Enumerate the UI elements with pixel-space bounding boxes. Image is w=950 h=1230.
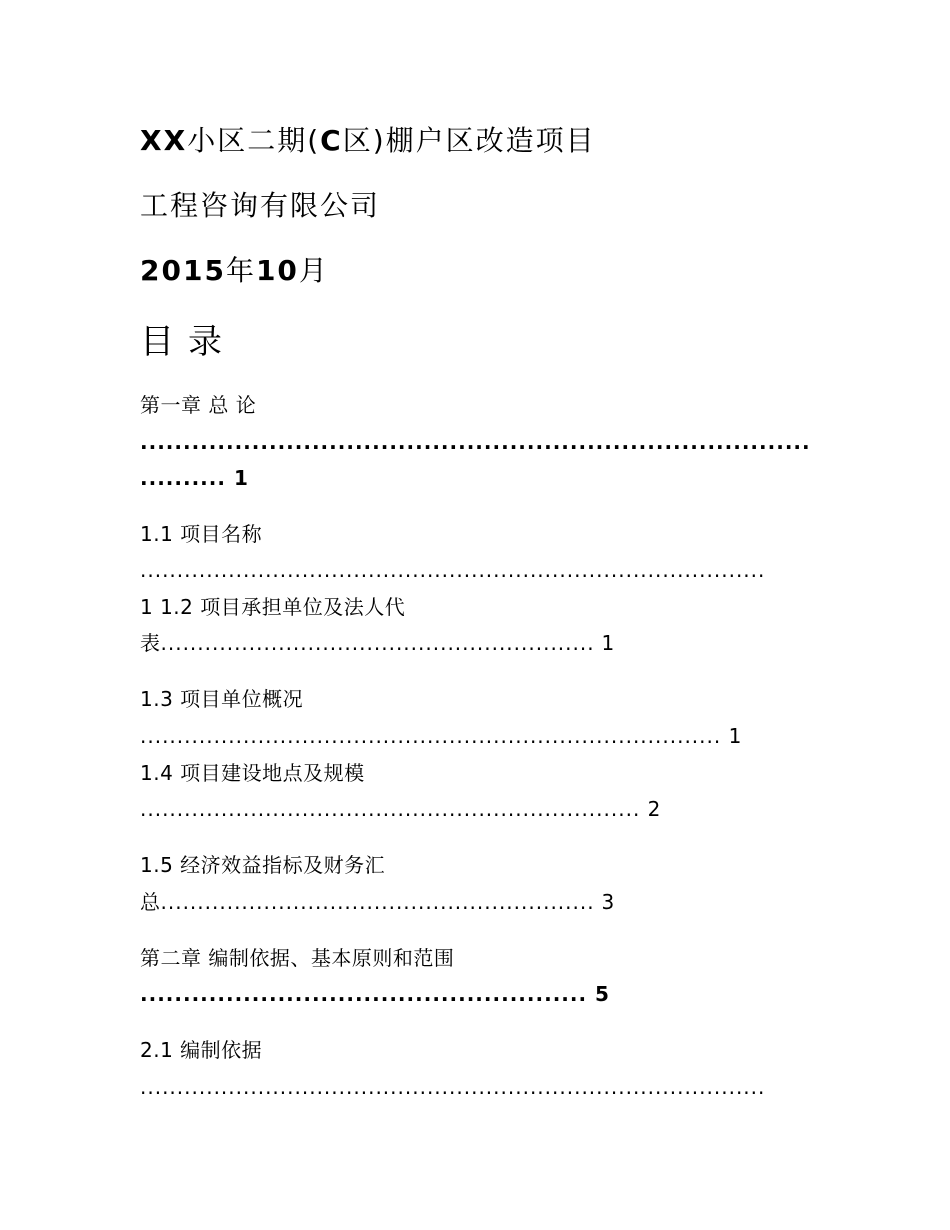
toc-leader-dots: ........................................................... xyxy=(160,890,595,914)
toc-page-number: 1 xyxy=(728,724,743,748)
toc-heading: 目录 xyxy=(140,322,236,362)
toc-leader-line xyxy=(140,726,742,746)
toc-entry-1-1: 1.1 项目名称 xyxy=(140,522,263,546)
toc-leader-line xyxy=(140,984,610,1004)
toc-page-number: 3 xyxy=(601,890,615,914)
toc-leader-dots: ..................................................................................... xyxy=(140,558,766,582)
toc-leader-line xyxy=(140,799,661,819)
toc-entry-chapter-2: 第二章 编制依据、基本原则和范围 xyxy=(140,946,455,970)
toc-entry-chapter-1: 第一章 总 论 xyxy=(140,393,257,417)
toc-page-number: 5 xyxy=(595,982,610,1006)
project-title xyxy=(140,124,596,157)
toc-entry-1-2: 1 1.2 项目承担单位及法人代 xyxy=(140,595,406,619)
toc-entry-1-4: 1.4 项目建设地点及规模 xyxy=(140,761,365,785)
title-part: 小区二期( xyxy=(187,124,321,157)
toc-page-number: 1 xyxy=(601,631,615,655)
date-month-char: 月 xyxy=(298,254,329,287)
toc-leader-dots: .................................................... xyxy=(140,982,588,1006)
toc-entry-1-3: 1.3 项目单位概况 xyxy=(140,687,304,711)
toc-leader-line xyxy=(140,633,615,653)
company-name: 工程咨询有限公司 xyxy=(140,189,381,222)
title-part: 区)棚户区改造项目 xyxy=(342,124,596,157)
toc-entry-continuation: 总 xyxy=(140,890,161,914)
date-month: 10 xyxy=(255,254,299,287)
toc-entry-1-5: 1.5 经济效益指标及财务汇 xyxy=(140,853,386,877)
toc-entry-continuation: 表 xyxy=(140,631,161,655)
toc-page-number: 2 xyxy=(647,797,662,821)
toc-leader-line xyxy=(140,892,615,912)
toc-leader-dots: .............................................................................. xyxy=(140,430,811,454)
toc-entry-2-1: 2.1 编制依据 xyxy=(140,1038,263,1062)
toc-leader-line xyxy=(140,468,249,488)
date-year-char: 年 xyxy=(225,254,256,287)
toc-leader-dots: .................................................................... xyxy=(140,797,641,821)
toc-leader-dots: .......... xyxy=(140,466,226,490)
toc-leader-dots: ............................................................................... xyxy=(140,724,722,748)
title-c: C xyxy=(320,124,343,157)
date-year: 2015 xyxy=(140,254,226,287)
toc-leader-dots: ..................................................................................... xyxy=(140,1075,766,1099)
date-line xyxy=(140,254,329,287)
toc-leader-dots: ........................................................... xyxy=(160,631,595,655)
toc-page-number: 1 xyxy=(233,466,249,490)
title-prefix: XX xyxy=(140,124,188,157)
